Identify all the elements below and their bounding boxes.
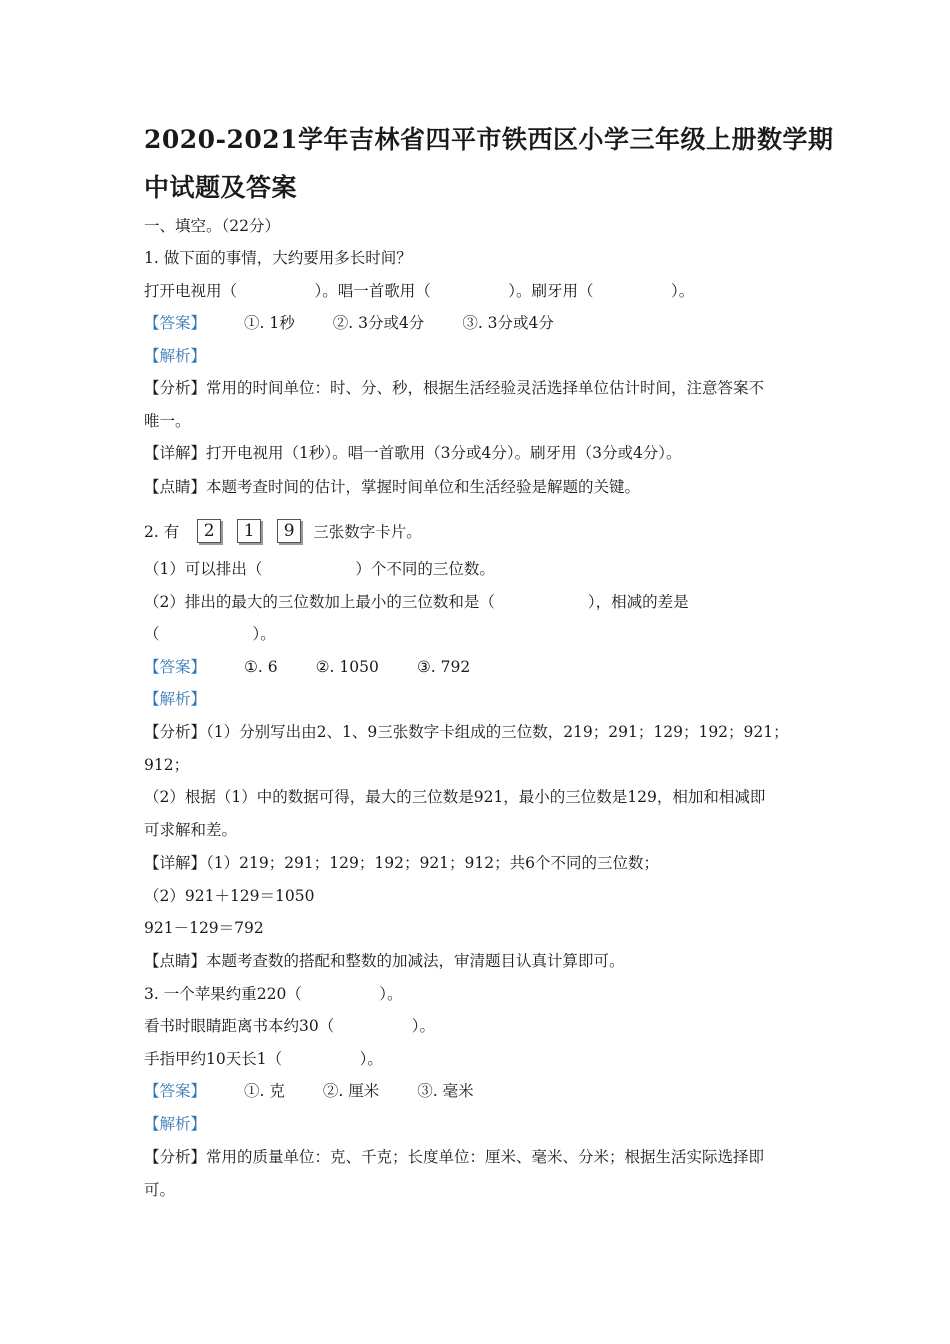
q2-sub2a: （2）排出的最大的三位数加上最小的三位数和是（ ），相减的差是 bbox=[144, 593, 689, 611]
q3-answer bbox=[144, 1081, 474, 1101]
answer-item: ③. 毫米 bbox=[417, 1082, 474, 1100]
q1-fenxi-a: 【分析】常用的时间单位：时、分、秒，根据生活经验灵活选择单位估计时间，注意答案不 bbox=[144, 379, 765, 397]
q2-fenxi-d: 可求解和差。 bbox=[144, 821, 238, 839]
answer-item: ③. 792 bbox=[416, 658, 471, 676]
digit-card: 2 bbox=[197, 519, 221, 543]
digit-card: 1 bbox=[237, 519, 261, 543]
q3-line3: 手指甲约10天长1（ ）。 bbox=[144, 1050, 383, 1068]
q2-xiangjie-b: （2）921＋129＝1050 bbox=[144, 887, 315, 905]
q3-line2: 看书时眼睛距离书本约30（ ）。 bbox=[144, 1017, 435, 1035]
q1-fenxi-b: 唯一。 bbox=[144, 412, 191, 430]
q2-fenxi-a: 【分析】（1）分别写出由2、1、9三张数字卡组成的三位数，219；291；129；192；921； bbox=[144, 723, 789, 741]
q2-fenxi-b: 912； bbox=[144, 756, 190, 774]
analysis-label: 【解析】 bbox=[144, 690, 207, 708]
q3-line1: 3. 一个苹果约重220（ ）。 bbox=[144, 985, 403, 1003]
analysis-label: 【解析】 bbox=[144, 1115, 207, 1133]
q2-answer bbox=[144, 657, 470, 677]
section-heading: 一、填空。（22分） bbox=[144, 217, 280, 235]
q3-fenxi-a: 【分析】常用的质量单位：克、千克；长度单位：厘米、毫米、分米；根据生活实际选择即 bbox=[144, 1148, 765, 1166]
q1-stem: 1. 做下面的事情，大约要用多长时间？ bbox=[144, 249, 412, 267]
q2-sub1: （1）可以排出（ ）个不同的三位数。 bbox=[144, 560, 495, 578]
answer-item: ①. 6 bbox=[244, 658, 278, 676]
q2-stem bbox=[144, 518, 422, 544]
answer-item: ②. 3分或4分 bbox=[332, 314, 425, 332]
q2-suffix: 三张数字卡片。 bbox=[313, 523, 422, 541]
q2-prefix: 2. 有 bbox=[144, 523, 180, 541]
q2-xiangjie-a: 【详解】（1）219；291；129；192；921；912；共6个不同的三位数； bbox=[144, 854, 659, 872]
answer-label: 【答案】 bbox=[144, 314, 207, 332]
answer-item: ②. 厘米 bbox=[322, 1082, 380, 1100]
answer-item: ③. 3分或4分 bbox=[462, 314, 554, 332]
q1-text: 打开电视用（ ）。唱一首歌用（ ）。刷牙用（ ）。 bbox=[144, 282, 695, 300]
answer-item: ①. 1秒 bbox=[244, 314, 295, 332]
answer-item: ①. 克 bbox=[244, 1082, 285, 1100]
answer-label: 【答案】 bbox=[144, 1082, 207, 1100]
q3-fenxi-b: 可。 bbox=[144, 1181, 176, 1199]
q1-dianjing: 【点睛】本题考查时间的估计，掌握时间单位和生活经验是解题的关键。 bbox=[144, 478, 641, 496]
answer-item: ②. 1050 bbox=[315, 658, 379, 676]
doc-title-line2: 中试题及答案 bbox=[144, 173, 298, 202]
answer-label: 【答案】 bbox=[144, 658, 207, 676]
q2-xiangjie-c: 921－129＝792 bbox=[144, 919, 264, 937]
q2-sub2b: （ ）。 bbox=[144, 625, 276, 643]
q2-fenxi-c: （2）根据（1）中的数据可得，最大的三位数是921，最小的三位数是129，相加和相减即 bbox=[144, 788, 766, 806]
q1-xiangjie: 【详解】打开电视用（1秒）。唱一首歌用（3分或4分）。刷牙用（3分或4分）。 bbox=[144, 444, 682, 462]
q2-dianjing: 【点睛】本题考查数的搭配和整数的加减法，审清题目认真计算即可。 bbox=[144, 952, 625, 970]
digit-card: 9 bbox=[277, 519, 301, 543]
doc-title-line1: 2020-2021学年吉林省四平市铁西区小学三年级上册数学期 bbox=[144, 125, 834, 154]
analysis-label: 【解析】 bbox=[144, 347, 207, 365]
q1-answer bbox=[144, 313, 554, 333]
